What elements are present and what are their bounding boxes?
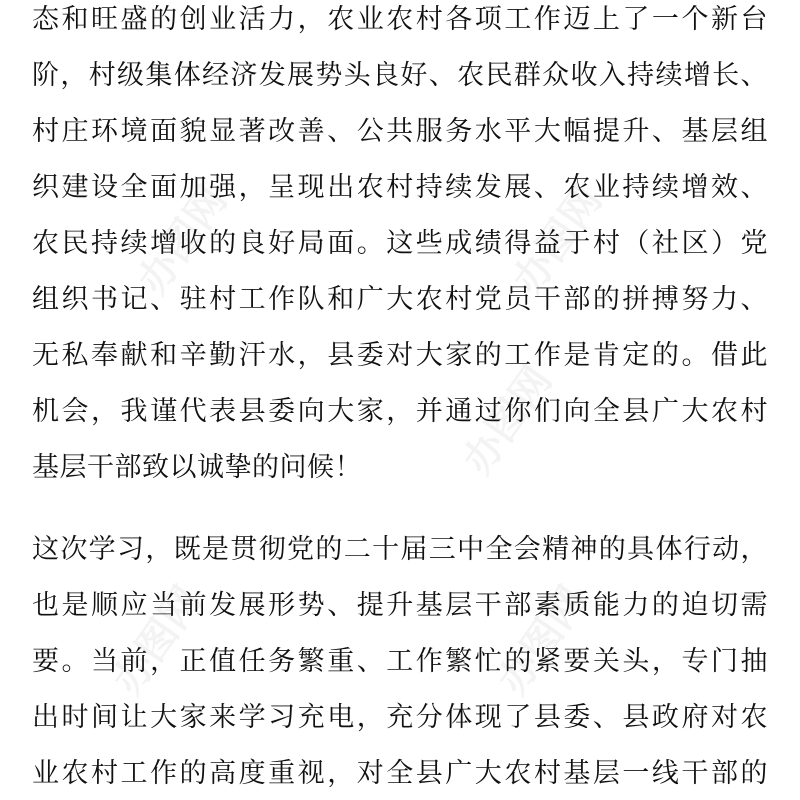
watermark: 办图网 [104, 578, 212, 703]
paragraph-1-line: 态和旺盛的创业活力，农业农村各项工作迈上了一个新台 [32, 4, 768, 35]
watermark: 办图网 [504, 178, 612, 303]
paragraph-1-line: 机会，我谨代表县委向大家，并通过你们向全县广大农村 [32, 396, 768, 427]
paragraph-2-line: 业农村工作的高度重视，对全县广大农村基层一线干部的 [32, 758, 768, 789]
paragraph-2-line: 要。当前，正值任务繁重、工作繁忙的紧要关头，专门抽 [32, 646, 768, 677]
watermark: 办图网 [489, 578, 597, 703]
watermark: 办图网 [129, 178, 237, 303]
paragraph-1-line: 村庄环境面貌显著改善、公共服务水平大幅提升、基层组 [32, 116, 768, 147]
paragraph-1-line: 基层干部致以诚挚的问候！ [32, 452, 362, 483]
paragraph-1-line: 无私奉献和辛勤汗水，县委对大家的工作是肯定的。借此 [32, 340, 768, 371]
paragraph-1-line: 阶，村级集体经济发展势头良好、农民群众收入持续增长、 [32, 60, 768, 91]
paragraph-2-line: 这次学习，既是贯彻党的二十届三中全会精神的具体行动， [32, 534, 768, 565]
watermark: 办图网 [454, 358, 562, 483]
paragraph-1-line: 织建设全面加强，呈现出农村持续发展、农业持续增效、 [32, 172, 768, 203]
paragraph-1-line: 农民持续增收的良好局面。这些成绩得益于村（社区）党 [32, 228, 768, 259]
paragraph-2-line: 出时间让大家来学习充电，充分体现了县委、县政府对农 [32, 702, 768, 733]
paragraph-2-line: 也是顺应当前发展形势、提升基层干部素质能力的迫切需 [32, 590, 768, 621]
paragraph-1-line: 组织书记、驻村工作队和广大农村党员干部的拼搏努力、 [32, 284, 768, 315]
